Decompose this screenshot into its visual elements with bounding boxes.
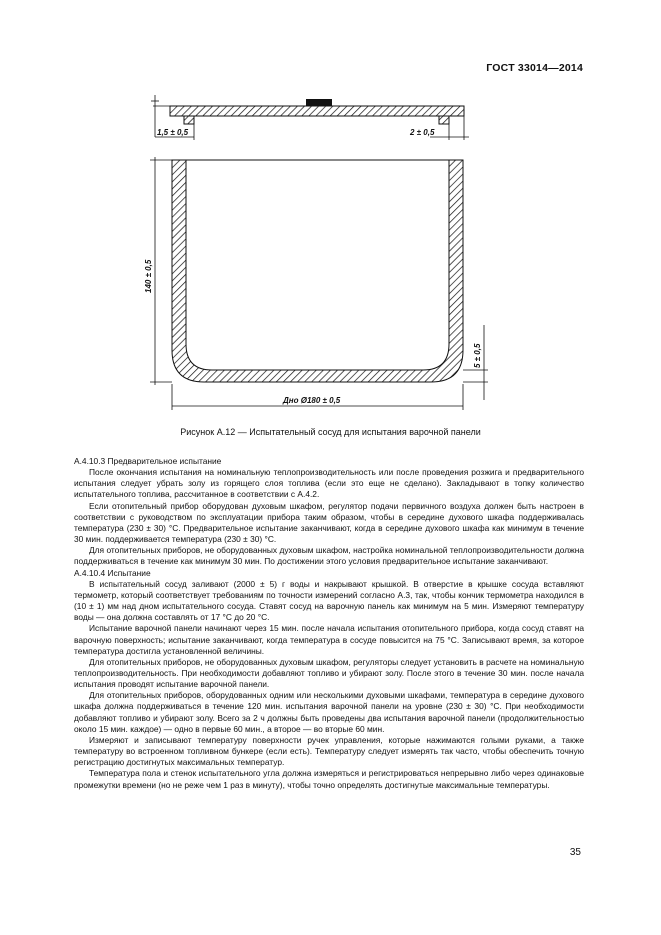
paragraph: В испытательный сосуд заливают (2000 ± 5) г воды и накрывают крышкой. В отверстие в крышке сосуда вставляют термометр, который соответствует требованиям по точности измерений согласно А.3, так, чтобы кончик термометра находился в (10 ± 1) мм над дном испытательного сосуда. Ставят сосуд на варочную панель как минимум на 5 мин. Измеряют температуру воды — она должна составлять от 17 °С до 20 °С. [74,578,584,623]
page-number: 35 [569,847,581,858]
paragraph: Испытание варочной панели начинают через 15 мин. после начала испытания отопительного прибора, когда сосуд ставят на варочную поверхность; испытание заканчивают, когда температура в сосуде повысится на 75 °С. Записывают время, за которое температура достигла установленной величины. [74,623,584,656]
dim-height: 140 ± 0,5 [144,259,153,293]
paragraph: Если отопительный прибор оборудован духовым шкафом, регулятор подачи первичного воздуха должен быть настроен в соответствии с руководством по эксплуатации прибора таким образом, чтобы в середине духового шкафа поддерживалась температура (230 ± 30) °С. Предварительное испытание заканчивают, когда в середине духового шкафа как минимум в течение 30 мин. поддерживается температура (230 ± 30) °С. [74,500,584,545]
paragraph: Измеряют и записывают температуру поверхности ручек управления, которые нажимаются голыми руками, а также температуру во встроенном топливном бункере (если есть). Температуру следует измерять так часто, чтобы обеспечить точную регистрацию достигнутых максимальных температур. [74,734,584,768]
section-heading-preliminary: А.4.10.3 Предварительное испытание [74,456,222,466]
dim-wall: 5 ± 0,5 [473,343,482,368]
paragraph: Температура пола и стенок испытательного угла должна измеряться и регистрироваться непрерывно либо через одинаковые промежутки времени (но не реже чем 1 раз в минуту), чтобы точно определять достигнутые максимальные температуры. [74,768,584,790]
lid [170,99,464,124]
figure-caption: Рисунок А.12 — Испытательный сосуд для испытания варочной панели [180,427,481,437]
dim-bottom: Дно Ø180 ± 0,5 [283,396,341,405]
paragraph: Для отопительных приборов, не оборудованных духовым шкафом, регуляторы следует установить в расчете на номинальную теплопроизводительность. При необходимости добавляют топливо и убирают золу. После этого в течение 30 мин. после начала испытания проводят испытание варочной панели. [74,656,584,690]
section-heading-test: А.4.10.4 Испытание [74,567,151,578]
paragraph: После окончания испытания на номинальную теплопроизводительность или после проведения розжига и предварительного испытания следует убрать золу из горящего слоя топлива (если это еще не сделано). Закладывают в топку количество испытательного топлива, рассчитанное в соответствии с А.4.2. [74,467,584,500]
dim-left-rim: 1,5 ± 0,5 [157,128,189,137]
paragraph: Для отопительных приборов, не оборудованных духовым шкафом, настройка номинальной теплопроизводительности должна поддерживаться в течение как минимум 30 мин. По достижении этого условия предварительное испытание заканчивают. [74,545,584,567]
height-dimension [150,157,172,385]
vessel-body [172,160,463,382]
dim-right-rim: 2 ± 0,5 [410,128,435,137]
standard-number: ГОСТ 33014—2014 [486,62,583,74]
paragraph: Для отопительных приборов, оборудованных одним или несколькими духовыми шкафами, температура в середине духового шкафа должна поддерживаться в течение 120 мин. испытания варочной панели на уровне (230 ± 30) °С. При необходимости добавляют топливо и убирают золу. Всего за 2 ч должны быть проведены два испытания варочной панели (продолжительностью около 15 мин. каждое) — одно в первые 60 мин., а второе — во вторые 60 мин. [74,690,584,734]
document-body [74,456,584,791]
test-vessel-drawing [0,0,661,420]
